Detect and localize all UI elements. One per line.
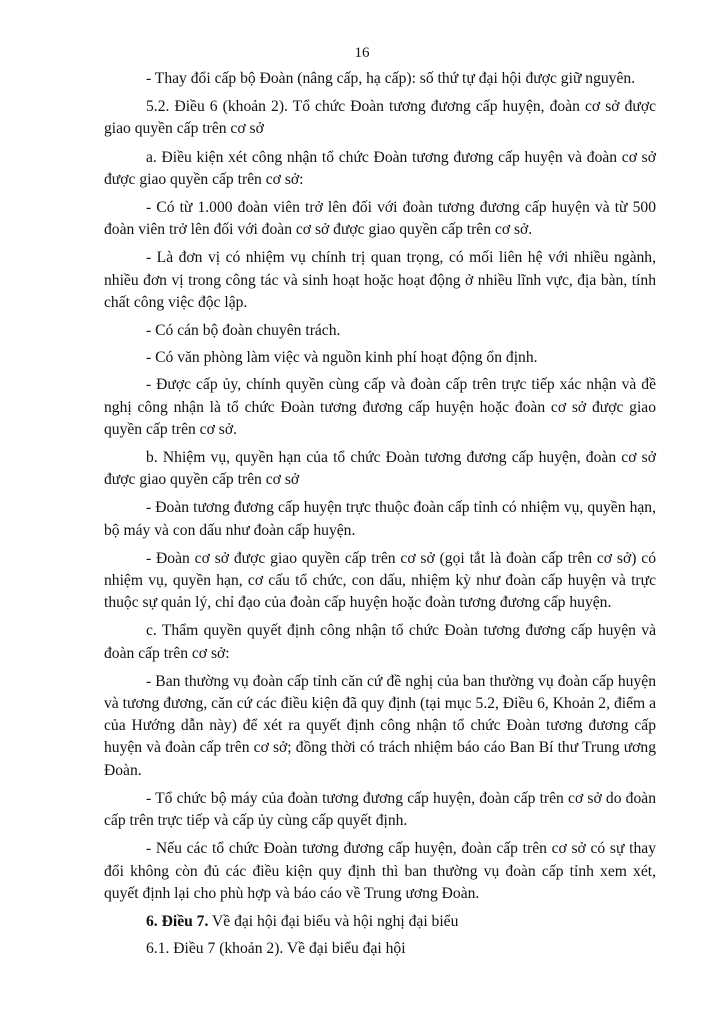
paragraph-condition-dedicated-staff: - Có cán bộ đoàn chuyên trách.: [146, 322, 341, 340]
paragraph-condition-recommendation: - Được cấp ủy, chính quyền cùng cấp và đoàn cấp trên trực tiếp xác nhận và đề nghị công nhận là tổ chức Đoàn tương đương cấp huyện hoặc đoàn cơ sở được giao quyền cấp trên cơ sở.: [104, 376, 656, 438]
paragraph-section-6-1-heading: 6.1. Điều 7 (khoản 2). Về đại biểu đại hội: [146, 940, 406, 958]
page-number: 16: [354, 45, 370, 61]
paragraph-duties-district-equivalent: - Đoàn tương đương cấp huyện trực thuộc đoàn cấp tỉnh có nhiệm vụ, quyền hạn, bộ máy và con dấu như đoàn cấp huyện.: [104, 499, 656, 539]
paragraph-conditions-heading: a. Điều kiện xét công nhận tổ chức Đoàn tương đương cấp huyện và đoàn cơ sở được giao quyền cấp trên cơ sở:: [104, 148, 656, 188]
paragraph-authority-heading: c. Thẩm quyền quyết định công nhận tổ chức Đoàn tương đương cấp huyện và đoàn cấp trên cơ sở:: [104, 622, 656, 662]
paragraph-section-5-2-heading: 5.2. Điều 6 (khoản 2). Tổ chức Đoàn tương đương cấp huyện, đoàn cơ sở được giao quyền cấp trên cơ sở: [104, 98, 656, 138]
paragraph-condition-office-funding: - Có văn phòng làm việc và nguồn kinh phí hoạt động ổn định.: [146, 349, 538, 367]
paragraph-change-of-conditions: - Nếu các tổ chức Đoàn tương đương cấp huyện, đoàn cấp trên cơ sở có sự thay đổi không còn đủ các điều kiện quy định thì ban thường vụ đoàn cấp tỉnh xem xét, quyết định lại cho phù hợp và báo cáo về Trung ương Đoàn.: [104, 840, 656, 902]
paragraph-duties-heading: b. Nhiệm vụ, quyền hạn của tổ chức Đoàn tương đương cấp huyện, đoàn cơ sở được giao quyền cấp trên cơ sở: [104, 449, 656, 489]
article-7-title: Về đại hội đại biểu và hội nghị đại biểu: [208, 912, 459, 930]
article-7-label: 6. Điều 7.: [146, 912, 209, 930]
paragraph-section-6-heading: [104, 911, 656, 933]
paragraph-keep-congress-number: - Thay đổi cấp bộ Đoàn (nâng cấp, hạ cấp): số thứ tự đại hội được giữ nguyên.: [146, 70, 636, 87]
document-body: [104, 68, 656, 966]
paragraph-authority-provincial: - Ban thường vụ đoàn cấp tỉnh căn cứ đề nghị của ban thường vụ đoàn cấp huyện và tương đương, căn cứ các điều kiện đã quy định (tại mục 5.2, Điều 6, Khoản 2, điểm a của Hướng dẫn này) để xét ra quyết định công nhận tổ chức Đoàn tương đương cấp huyện và đoàn cấp trên cơ sở; đồng thời có trách nhiệm báo cáo Ban Bí thư Trung ương Đoàn.: [104, 672, 656, 779]
paragraph-duties-upper-grassroots: - Đoàn cơ sở được giao quyền cấp trên cơ sở (gọi tắt là đoàn cấp trên cơ sở) có nhiệm vụ, quyền hạn, cơ cấu tổ chức, con dấu, nhiệm kỳ như đoàn cấp huyện và trực thuộc sự quản lý, chỉ đạo của đoàn cấp huyện hoặc đoàn tương đương cấp huyện.: [104, 549, 656, 612]
paragraph-condition-political-tasks: - Là đơn vị có nhiệm vụ chính trị quan trọng, có mối liên hệ với nhiều ngành, nhiều đơn vị trong công tác và sinh hoạt hoặc hoạt động ở nhiều lĩnh vực, địa bàn, tính chất công việc độc lập.: [104, 249, 656, 311]
paragraph-condition-member-count: - Có từ 1.000 đoàn viên trở lên đối với đoàn tương đương cấp huyện và từ 500 đoàn viên trở lên đối với đoàn cơ sở được giao quyền cấp trên cơ sở.: [104, 199, 656, 239]
paragraph-organization-structure: - Tổ chức bộ máy của đoàn tương đương cấp huyện, đoàn cấp trên cơ sở do đoàn cấp trên trực tiếp và cấp ủy cùng cấp quyết định.: [104, 789, 656, 830]
